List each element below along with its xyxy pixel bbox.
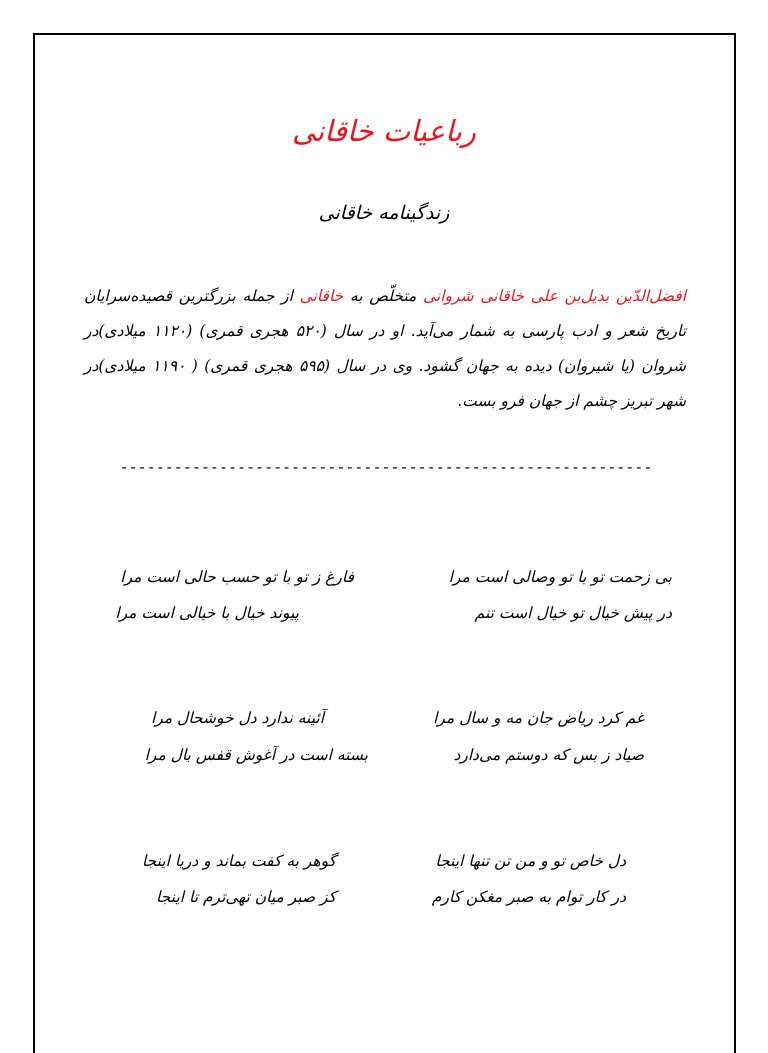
quatrain-2-line-2-right: صیاد ز بس که دوستم می‌دارد bbox=[453, 746, 644, 764]
quatrain-2-line-1-right: غم کرد ریاض جان مه و سال مرا bbox=[433, 709, 644, 727]
section-subtitle: زندگینامه خاقانی bbox=[318, 202, 450, 224]
poet-full-name: افضل‌الدّین بدیل‌بن علی خاقانی شروانی bbox=[423, 287, 687, 305]
quatrain-3-line-2-right: در کار توام به صبر مغکن کارم bbox=[431, 888, 626, 906]
quatrain-2-line-1-left: آئینه ندارد دل خوشحال مرا bbox=[150, 709, 324, 727]
quatrain-1-line-1-left: فارغ ز تو با تو حسب حالی است مرا bbox=[120, 568, 354, 586]
page-frame bbox=[33, 33, 736, 1053]
quatrain-3-line-2-left: کز صبر میان تهی‌ترم تا اینجا bbox=[156, 888, 336, 906]
quatrain-3-line-1-right: دل خاص تو و من تن تنها اینجا bbox=[435, 852, 626, 870]
bio-body: از جمله بزرگترین قصیده‌سرایان تاریخ شعر و ادب پارسی به شمار می‌آید. او در سال (۵۲۰ هجری قمری) (۱۱۲۰ میلادی)در شروان (یا شیروان) دیده به جهان گشود. وی در سال (۵۹۵ هجری قمری) ( ۱۱۹۰ میلادی)در شهر تبریز چشم از جهان فرو بست. bbox=[84, 287, 687, 410]
bio-connector: متخلّص به bbox=[343, 287, 424, 305]
dashed-divider: ----------------------------------------------------------- bbox=[119, 458, 653, 476]
biography-paragraph bbox=[84, 279, 686, 419]
quatrain-3-line-1-left: گوهر به کفت بماند و دریا اینجا bbox=[141, 852, 336, 870]
quatrain-1-line-2-right: در پیش خیال تو خیال است تنم bbox=[474, 604, 672, 622]
quatrain-1-line-1-right: بی زحمت تو با تو وصالی است مرا bbox=[448, 568, 672, 586]
page-title: رباعیات خاقانی bbox=[291, 114, 477, 148]
quatrain-1-line-2-left: پیوند خیال با خیالی است مرا bbox=[115, 604, 299, 622]
quatrain-2-line-2-left: بسته است در آغوش قفس بال مرا bbox=[144, 746, 368, 764]
poet-pen-name: خاقانی bbox=[299, 287, 344, 305]
